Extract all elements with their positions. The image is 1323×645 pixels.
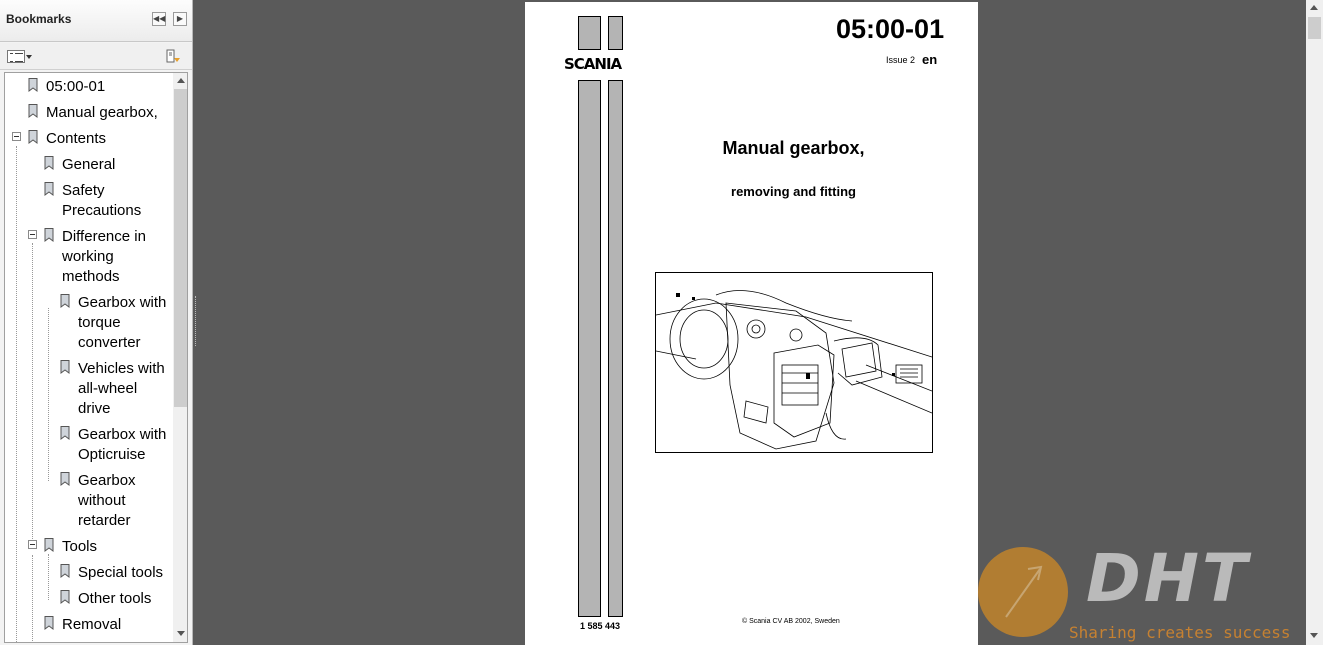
- bookmark-label: working: [62, 248, 114, 265]
- bookmark-label: Safety: [62, 182, 105, 199]
- panel-splitter[interactable]: [193, 0, 200, 645]
- bookmark-icon: [44, 156, 54, 170]
- document-title: Manual gearbox,: [722, 138, 865, 158]
- document-code: 05:00-01: [836, 14, 945, 44]
- bookmark-icon: [60, 294, 70, 308]
- bookmark-icon: [60, 426, 70, 440]
- bookmark-label: retarder: [78, 512, 131, 529]
- bookmark-label: Opticruise: [78, 446, 146, 463]
- bookmark-label: Manual gearbox,: [46, 104, 158, 121]
- bookmark-item[interactable]: [5, 359, 173, 419]
- scroll-up-icon[interactable]: [1310, 5, 1318, 10]
- decor-bar: [608, 80, 623, 617]
- brand-logo: SCANIA: [564, 55, 622, 73]
- bookmark-scrollbar[interactable]: [173, 73, 188, 642]
- bookmarks-title: Bookmarks: [6, 12, 72, 26]
- arrow-icon: [978, 547, 1068, 637]
- hide-panel-icon[interactable]: ▶: [173, 12, 187, 26]
- bookmark-label: Gearbox with: [78, 426, 167, 443]
- bookmark-item[interactable]: [5, 103, 173, 123]
- gearbox-illustration: [655, 272, 933, 453]
- bookmark-item[interactable]: [5, 425, 173, 465]
- splitter-grip[interactable]: [195, 296, 198, 346]
- bookmark-label: torque: [78, 314, 121, 331]
- scroll-up-icon[interactable]: [177, 78, 185, 83]
- bookmark-item[interactable]: [5, 615, 173, 635]
- bookmark-item[interactable]: [5, 589, 173, 609]
- bookmark-item[interactable]: [5, 129, 173, 149]
- bookmark-label: General: [62, 156, 116, 173]
- decor-bar: [578, 80, 601, 617]
- watermark-logo-icon: [978, 547, 1068, 637]
- bookmark-label: Difference in: [62, 228, 146, 245]
- bookmark-item[interactable]: [5, 77, 173, 97]
- bookmark-label: Special tools: [78, 564, 164, 581]
- collapse-toggle-icon[interactable]: [28, 540, 37, 549]
- bookmark-item[interactable]: [5, 181, 173, 221]
- bookmark-tree[interactable]: [4, 72, 188, 643]
- bookmark-label: Gearbox with: [78, 294, 167, 311]
- bookmark-icon: [44, 616, 54, 630]
- bookmarks-header: [0, 0, 192, 42]
- bookmark-label: Other tools: [78, 590, 152, 607]
- copyright-notice: © Scania CV AB 2002, Sweden: [742, 618, 840, 625]
- bookmark-icon: [60, 472, 70, 486]
- expand-bookmark-icon[interactable]: [165, 49, 181, 65]
- scroll-thumb[interactable]: [1308, 17, 1321, 39]
- scroll-down-icon[interactable]: [177, 631, 185, 636]
- bookmark-label: all-wheel: [78, 380, 138, 397]
- options-caret-icon[interactable]: [26, 55, 32, 59]
- bookmarks-panel: [0, 0, 193, 645]
- collapse-toggle-icon[interactable]: [28, 230, 37, 239]
- bookmark-icon: [60, 590, 70, 604]
- bookmark-icon: [44, 182, 54, 196]
- watermark-text: DHT: [1086, 540, 1251, 617]
- bookmark-label: Removal: [62, 616, 122, 633]
- collapse-toggle-icon[interactable]: [12, 132, 21, 141]
- bookmark-label: Contents: [46, 130, 107, 147]
- bookmark-item[interactable]: [5, 155, 173, 175]
- scroll-thumb[interactable]: [174, 89, 187, 407]
- decor-bar: [578, 16, 601, 50]
- bookmark-label: Vehicles with: [78, 360, 165, 377]
- bookmarks-toolbar: [0, 43, 192, 70]
- bookmark-label: Precautions: [62, 202, 142, 219]
- bookmark-item[interactable]: [5, 471, 173, 531]
- issue-label: Issue 2: [886, 55, 916, 65]
- options-menu-icon[interactable]: [7, 50, 25, 63]
- gearbox-drawing: [656, 273, 932, 452]
- language-code: en: [922, 52, 938, 67]
- bookmark-item[interactable]: [5, 563, 173, 583]
- bookmark-label: without: [78, 492, 126, 509]
- bookmark-item[interactable]: [5, 293, 173, 353]
- bookmark-label: 05:00-01: [46, 78, 106, 95]
- bookmark-label: Tools: [62, 538, 98, 555]
- bookmark-icon: [28, 130, 38, 144]
- bookmark-icon: [28, 104, 38, 118]
- document-page[interactable]: [525, 2, 978, 645]
- scroll-down-icon[interactable]: [1310, 633, 1318, 638]
- bookmark-label: Gearbox: [78, 472, 136, 489]
- bookmark-icon: [28, 78, 38, 92]
- bookmark-item[interactable]: [5, 227, 173, 287]
- bookmark-icon: [60, 360, 70, 374]
- collapse-panel-icon[interactable]: ◀◀: [152, 12, 166, 26]
- decor-bar: [608, 16, 623, 50]
- bookmark-label: converter: [78, 334, 141, 351]
- document-subtitle: removing and fitting: [731, 184, 856, 199]
- bookmark-item[interactable]: [5, 537, 173, 557]
- part-number: 1 585 443: [580, 621, 621, 631]
- bookmark-label: methods: [62, 268, 120, 285]
- bookmark-icon: [44, 538, 54, 552]
- document-scrollbar[interactable]: [1306, 0, 1323, 645]
- bookmark-icon: [60, 564, 70, 578]
- bookmark-icon: [44, 228, 54, 242]
- bookmark-label: drive: [78, 400, 111, 417]
- watermark-tagline: Sharing creates success: [1069, 623, 1291, 642]
